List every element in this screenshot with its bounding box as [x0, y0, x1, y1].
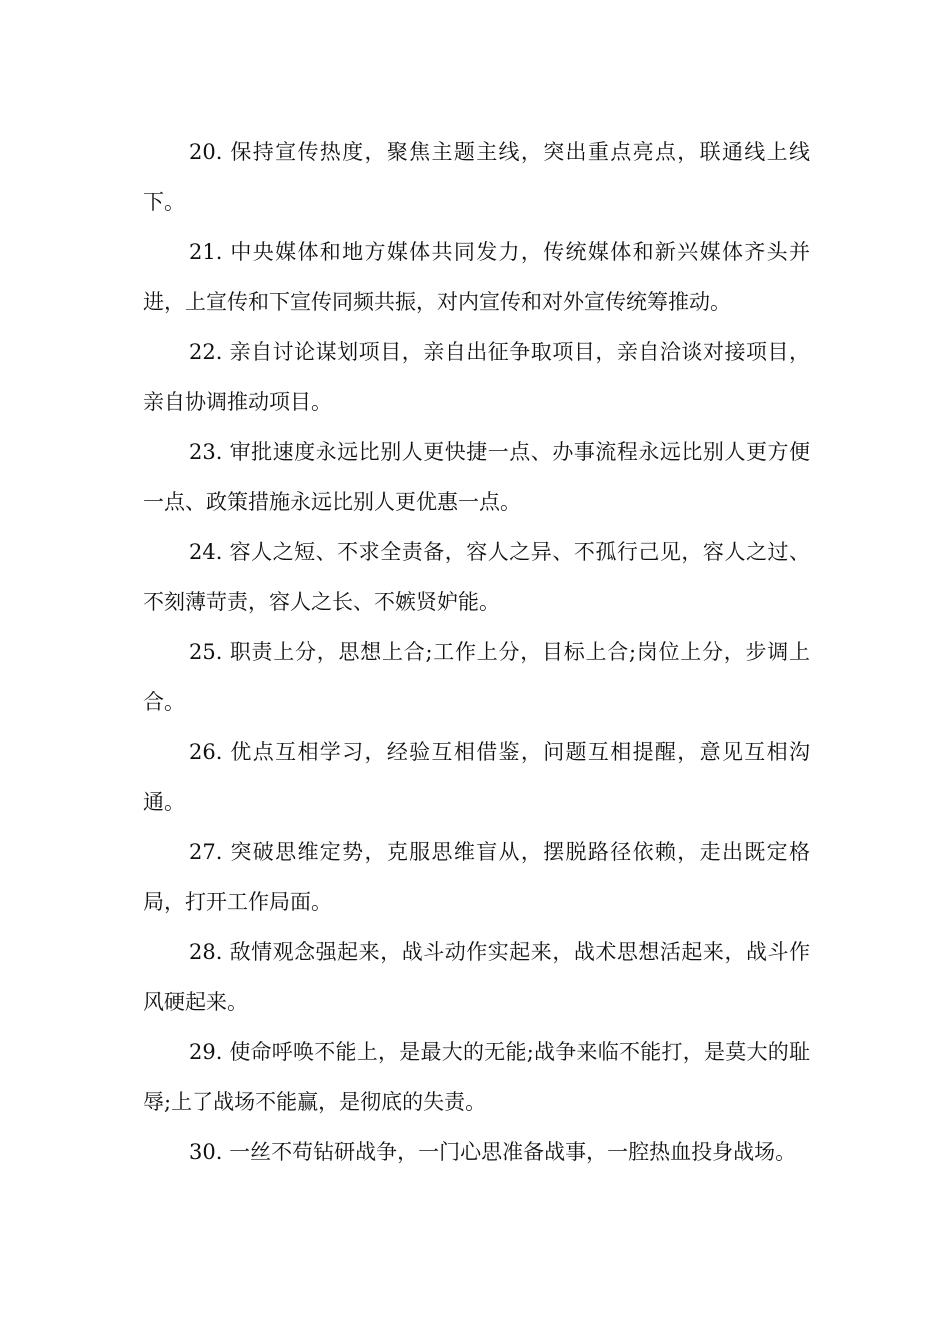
paragraph-26: 26. 优点互相学习，经验互相借鉴，问题互相提醒，意见互相沟通。 [143, 740, 810, 814]
paragraph-29: 29. 使命呼唤不能上，是最大的无能;战争来临不能打，是莫大的耻辱;上了战场不能赢，是彻底的失责。 [143, 1040, 810, 1114]
paragraph-21: 21. 中央媒体和地方媒体共同发力，传统媒体和新兴媒体齐头并进，上宣传和下宣传同频共振，对内宣传和对外宣传统筹推动。 [143, 240, 810, 314]
paragraph-25: 25. 职责上分，思想上合;工作上分，目标上合;岗位上分，步调上合。 [143, 640, 810, 714]
paragraph-24: 24. 容人之短、不求全责备，容人之异、不孤行己见，容人之过、不刻薄苛责，容人之长、不嫉贤妒能。 [143, 540, 810, 614]
paragraph-20: 20. 保持宣传热度，聚焦主题主线，突出重点亮点，联通线上线下。 [143, 140, 810, 214]
paragraph-27: 27. 突破思维定势，克服思维盲从，摆脱路径依赖，走出既定格局，打开工作局面。 [143, 840, 810, 914]
paragraph-28: 28. 敌情观念强起来，战斗动作实起来，战术思想活起来，战斗作风硬起来。 [143, 940, 810, 1014]
document-body [143, 127, 810, 1177]
paragraph-22: 22. 亲自讨论谋划项目，亲自出征争取项目，亲自洽谈对接项目，亲自协调推动项目。 [143, 340, 810, 414]
paragraph-23: 23. 审批速度永远比别人更快捷一点、办事流程永远比别人更方便一点、政策措施永远比别人更优惠一点。 [143, 440, 810, 514]
paragraph-30: 30. 一丝不苟钻研战争，一门心思准备战事，一腔热血投身战场。 [189, 1140, 797, 1164]
